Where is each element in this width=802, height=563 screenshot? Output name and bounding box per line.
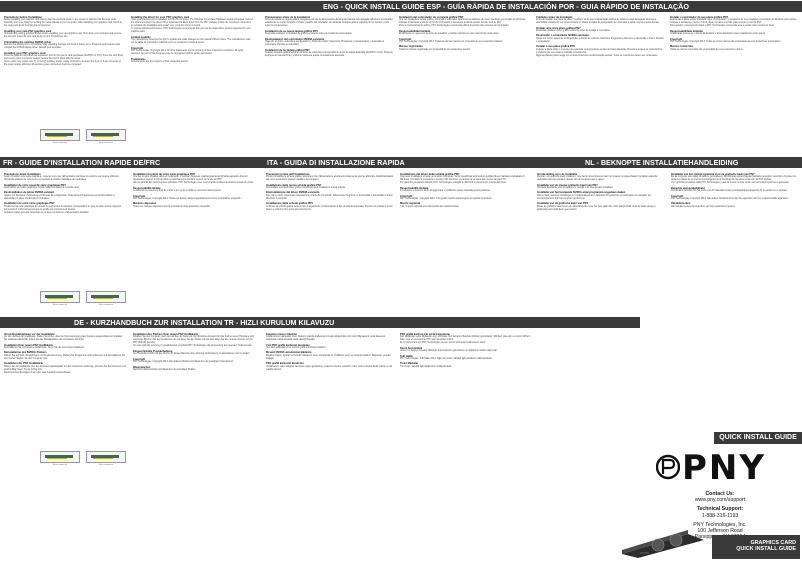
section-paragraph: Başlat'a tıklayın, Ayarlar ve Denetim Masası'nı seçin. Programlar ve Özellikler'i seçin ve sürücüyü kaldırın. Bilgisayarı yeniden başlatın. — [266, 354, 391, 360]
contact-label: Contact Us: — [705, 491, 735, 497]
section-heading: Marcas comerciais — [670, 45, 694, 49]
section-heading: Copyright — [133, 194, 146, 198]
column-esp-2 — [399, 14, 531, 52]
section-heading: Précautions avant installation — [4, 172, 41, 176]
section-paragraph: Dopo aver installato la scheda, accendere il computer. Verrà visualizzata la procedura guidata Nuovo hardware individuato di Windows. Annullare la procedura e inserire il CD del driver o scaricare la versione più recente dal sito PNY. — [400, 175, 525, 181]
section-paragraph: PNY Technologies. Copyright 2014. Alle anderen Marken sind Eigentum der jeweiligen Unternehmen. — [133, 360, 234, 363]
section-paragraph: PNY Technologies. Copyright 2014. Tutti gli altri marchi appartengono ai rispettivi proprietari. — [400, 197, 492, 200]
section-paragraph: Une fois la carte installée, allumez l'ordinateur. L'assistant Nouveau matériel détecté de Windows apparaît. Annulez l'assistant et insérez le CD du pilote ou téléchargez la dernière version sur le site de PNY. — [133, 175, 248, 181]
section-paragraph: Some cards may require one (1) or two (2) auxiliary power supply connectors. Connect the 6-pin or 8-pin connector to the power supply. Warning: All auxiliary power connectors must be connected. — [4, 61, 122, 67]
section-heading: Desinstalación del controlador NVIDIA existente — [265, 37, 325, 41]
section-paragraph: Voor optimale prestaties raadt PNY Technologies u aan de meest recente versie van het stuurprogramma te gebruiken. — [671, 182, 790, 184]
column-por-2 — [670, 14, 798, 52]
section-paragraph: Der Hersteller behält sich das Recht vor, dieses Material ohne vorherige Ankündigung zu aktualisieren und zu ändern. — [133, 353, 251, 355]
section-paragraph: Le fabricant se réserve le droit de mettre à jour et de modifier ce document sans préavis. — [133, 189, 222, 192]
section-heading: Installation der PNY Grafikkarte — [4, 362, 43, 366]
section-paragraph: Per garantire prestazioni ottimali, PNY Technologies consiglia di utilizzare la versione più recente del driver. — [400, 182, 507, 184]
column-tr-2 — [400, 331, 532, 369]
address-line-2: Parsippany, — [694, 534, 722, 541]
section-paragraph: Um eine optimale Leistung zu gewährleisten, empfiehlt PNY Technologies die Verwendung der neuesten Treiberversion. — [133, 345, 253, 348]
column-eng-2 — [131, 14, 253, 64]
connector-bad-caption: 8-pin connector — [98, 464, 114, 466]
fr-band-title: FR - GUIDE D'INSTALLATION RAPIDE DE/FRC — [3, 158, 161, 167]
section-heading: Instalación de su nueva tarjeta gráfica PNY — [265, 29, 319, 33]
section-heading: Uninstalling the existing NVIDIA driver — [4, 40, 52, 44]
section-heading: Precauciones antes de la instalación — [265, 15, 311, 19]
section-paragraph: Coloque la tarjeta gráfica sobre el conector de expansión correspondiente al tipo de tarjeta adquirida (AGP/PCI o PCI). Presione la tarjeta de manera firme y uniforme hasta que quede correctamente asentada. — [265, 51, 393, 57]
section-paragraph: Uninstall any existing graphics drivers before installing your new graphics card. Shut down your computer and remove the old card. Insert the new card firmly into the PCI Express slot. — [4, 32, 122, 38]
connector-bad-illustration — [86, 451, 126, 466]
section-heading: Precauzioni prima dell'installazione — [266, 172, 310, 176]
section-heading: Installazione della scheda grafica PNY — [266, 202, 314, 206]
support-phone: 1-888-316-1193 — [701, 512, 739, 519]
section-heading: Limited Liability — [131, 35, 151, 39]
section-heading: Instalación del controlador de su tarjeta gráfica PNY — [399, 15, 464, 19]
section-heading: Instalar uma nova placa gráfica PNY — [536, 26, 581, 30]
section-paragraph: Sämtliche Warenzeichen sind Eigentum der jeweiligen Inhaber. — [133, 368, 196, 371]
column-fr-2 — [133, 171, 257, 209]
top-language-band — [0, 1, 802, 12]
technical-support-label: Technical Support: — [696, 506, 744, 513]
section-paragraph: Cliquez sur Démarrer, Paramètres et Panneau de configuration. Sélectionnez Programmes et fonctionnalités et désinstallez le pilote. Redémarrez l'ordinateur. — [4, 194, 115, 200]
section-heading: Copyright — [399, 37, 412, 41]
connector-bad-caption: 8-pin connector — [98, 304, 114, 306]
section-heading: Vorsichtsmaßnahmen vor der Installation — [4, 332, 55, 336]
section-paragraph: Prima di installare la scheda grafica: assicurarsi che l'alimentazione elettrica del sistema sia spenta. Eliminare l'elettricità statica dal corpo toccando lo chassis metallico del computer. — [266, 175, 393, 181]
section-paragraph: Disinstallare eventuali driver grafici esistenti prima di installare la nuova scheda. — [266, 186, 346, 189]
section-paragraph: Klicken Sie auf Start, Einstellungen und Systemsteuerung. Wählen Sie Programme und Funktionen und deinstallieren Sie den Treiber. Starten Sie den Computer neu. — [4, 354, 125, 360]
section-heading: Installation Ihrer neuen PNY Grafikkarte — [4, 343, 53, 347]
section-heading: Handelsmerken — [671, 202, 691, 206]
top-band-title: ENG - QUICK INSTALL GUIDE ESP - GUÍA RÁPIDA DE INSTALACIÓN POR - GUIA RÁPIDO DE INSTALAÇÃO — [323, 2, 689, 11]
section-heading: Disinstallazione del driver NVIDIA esistente — [266, 191, 320, 195]
section-heading: Marcas registradas — [399, 45, 423, 49]
footer-line-2: QUICK INSTALL GUIDE — [736, 546, 796, 553]
section-heading: Installation des Treibers Ihrer neuen PNY Grafikkarte — [133, 332, 198, 336]
column-esp-1 — [265, 14, 393, 58]
section-heading: Installation du pilote de votre carte graphique PNY — [133, 172, 196, 176]
connector-good-illustration — [40, 291, 80, 306]
section-heading: Voorbereiding voor de installatie — [537, 172, 578, 176]
section-paragraph: Avant d'installer votre carte graphique : assurez-vous que l'alimentation électrique du système est coupée. Éliminez l'électricité statique de votre corps en touchant le châssis métallique de l'ordinateur. — [4, 175, 119, 181]
section-heading: Cuidados antes da instalação — [536, 15, 573, 19]
section-heading: Installation de votre carte graphique PNY — [4, 202, 55, 206]
section-heading: Copyright — [133, 357, 146, 361]
section-paragraph: Press the graphics card down the expansion port for the type of card purchased (AGP/PCI or PCI). Press the card firmly and evenly until it is properly seated. Secure the card in place with the screw. — [4, 54, 124, 60]
section-paragraph: Schalten Sie den Computer nach dem Einbau der Karte ein. Der Windows-Assistent für das Suchen neuer Hardware wird angezeigt. Brechen Sie den Assistenten ab und legen Sie die Treiber-CD ein oder laden Sie die neueste Version von der PNY-Website herunter. — [133, 335, 254, 344]
column-tr-1 — [266, 331, 394, 372]
section-paragraph: Antes de instalar su tarjeta gráfica: Asegúrese de que la alimentación eléctrica del sistema esté apagada. Elimine la electricidad estática de su cuerpo tocando el chasis metálico del ordenador. Al manipular la tarjeta gráfica, sujétela por los bordes y evite tocar los componentes. — [265, 18, 393, 27]
footer-line-1: GRAPHICS CARD — [750, 540, 796, 546]
section-heading: Copyright — [400, 194, 413, 198]
section-paragraph: PNY Technologies. Copyright 2014. All other trademarks are the property of their respective companies. All rights reserved. No part of this document may be reproduced without written permission. — [131, 50, 244, 56]
pny-logo-mark-icon — [656, 450, 680, 484]
section-paragraph: Depois que a placa estiver instalada, ligue o computador. O assistente de novo hardware encontrado do Windows será exibido. Cancele o assistente e insira o CD do driver ou baixe a versão mais recente no site da PNY. — [670, 18, 797, 24]
section-paragraph: Voordat u de grafische kaart installeert: zorg dat de stroomtoevoer naar het systeem is uitgeschakeld. Verwijder statische elektriciteit door het metalen chassis van de computer aan te raken. — [537, 175, 658, 181]
section-paragraph: Tutti i marchi registrati sono di proprietà dei rispettivi titolari. — [400, 205, 460, 208]
section-heading: Installazione del driver della scheda grafica PNY — [400, 172, 460, 176]
company-name: PNY Technologies, Inc. — [693, 521, 747, 528]
section-paragraph: Fare clic su Start, selezionare Impostazioni e Pannello di controllo. Selezionare Programmi e funzionalità e disinstallare il driver. Riavviare il computer. — [266, 194, 394, 200]
column-eng-1 — [4, 14, 124, 67]
section-heading: Copyright — [670, 37, 683, 41]
section-paragraph: All trademarks are the property of their respective owners. — [131, 61, 189, 64]
section-paragraph: O fabricante reserva-se o direito de atualizar e fazer alterações neste material sem aviso prévio. — [670, 32, 766, 35]
section-paragraph: Positionnez la carte graphique au-dessus du connecteur d'extension correspondant au type de carte acheté. Appuyez fermement et uniformément jusqu'à ce qu'elle soit correctement insérée. — [4, 205, 122, 211]
section-paragraph: Grafik kartını, satın aldığınız kart tipine uygun genişletme yuvasının üzerine yerleştirin. Kartı yerine oturana kadar sıkıca ve eşit şekilde bastırın. — [266, 365, 393, 371]
section-paragraph: Desinstale qualquer driver gráfico existente antes de instalar a nova placa. — [536, 29, 611, 32]
graphics-card-footer — [712, 535, 800, 559]
column-nl-2 — [671, 171, 799, 209]
connector-good-caption: 8-pin connector — [52, 464, 68, 466]
section-paragraph: Todas as marcas comerciais são propriedade de seus respectivos donos. — [670, 48, 744, 51]
section-paragraph: Todas las marcas registradas son propiedad de sus respectivos dueños. — [399, 48, 472, 51]
address-line-1: 100 Jefferson Road — [697, 528, 743, 535]
connector-bad-caption: 8-pin connector — [98, 142, 114, 144]
column-nl-1 — [537, 171, 665, 212]
section-paragraph: Désinstallez tout pilote graphique existant avant d'installer la nouvelle carte. — [4, 186, 80, 189]
document-code: 9054855 — [640, 553, 649, 555]
section-paragraph: Setzen Sie die Grafikkarte über den Erweiterungssteckplatz für den erworbenen Kartentyp. Drücken Sie die Karte fest und gleichmäßig hinein, bis sie richtig sitzt. — [4, 365, 126, 371]
connector-bad-illustration — [86, 129, 126, 144]
section-heading: Marchi registrati — [400, 202, 421, 206]
section-paragraph: Zet de computer aan nadat de kaart is geïnstalleerd. De Windows-wizard Nieuwe hardware gevonden verschijnt. Annuleer de wizard en plaats de cd met het stuurprogramma of download de nieuwste versie van de PNY-website. — [671, 175, 796, 181]
section-heading: Telif Hakkı — [400, 354, 413, 358]
connector-good-illustration — [40, 129, 80, 144]
section-paragraph: De fabrikant behoudt zich het recht voor dit materiaal zonder voorafgaande kennisgeving bij te werken en te wijzigen. — [671, 189, 788, 192]
section-paragraph: Para un funcionamiento óptimo, PNY Technologies recomienda utilizar la versión más reciente del controlador. — [399, 25, 509, 27]
section-paragraph: The manufacturer reserves the right to update and make changes to this material without notice. The manufacturer shall not be liable for technical or editorial errors or omissions contained herein. — [131, 39, 251, 45]
section-paragraph: Yeni kartı takmadan önce mevcut grafik sürücülerini kaldırın. — [266, 346, 327, 349]
quick-install-guide-tab: QUICK INSTALL GUIDE — [714, 432, 802, 444]
section-paragraph: Vor dem Einbau der Grafikkarte: Stellen Sie sicher, dass die Stromversorgung des Systems ausgeschaltet ist. Entladen Sie statische Elektrizität, indem Sie das Metallgehäuse des Computers berühren. — [4, 335, 123, 341]
section-heading: Installazione della nuova scheda grafica PNY — [266, 183, 322, 187]
section-heading: Marques déposées — [133, 202, 157, 206]
column-ita-2 — [400, 171, 532, 209]
section-paragraph: Plaats de grafische kaart boven de uitbreidingssleuf voor het type kaart dat u hebt aangeschaft. Druk de kaart stevig en gelijkmatig aan totdat deze goed vastzit. — [537, 205, 656, 211]
section-heading: Mevcut NVIDIA sürücüsünü kaldırma — [266, 351, 312, 355]
section-paragraph: PNY Technologies. Copyright 2014. Toutes les autres marques appartiennent à leurs propriétaires respectifs. — [133, 197, 242, 200]
section-paragraph: Collocare la scheda grafica sopra lo slot di espansione corrispondente al tipo di scheda acquistata. Premere la scheda in modo deciso e uniforme fino al corretto inserimento. — [266, 205, 393, 211]
section-paragraph: Toutes les marques déposées sont la propriété de leurs détenteurs respectifs. — [133, 205, 211, 208]
section-paragraph: Desinstale cualquier controlador de gráficos existente antes de instalar la nueva tarjeta. — [265, 32, 353, 35]
section-paragraph: PNY Technologies. Copyright 2014. Todas las demás marcas son propiedad de sus respectivos titulares. — [399, 40, 504, 43]
connector-bad-illustration — [86, 291, 126, 306]
section-paragraph: Once your graphics card is installed, turn on the computer. The Windows Found New Hardware wizard will appear. Cancel the wizard and insert the driver CD or download the latest driver from the PNY website. Follow the on-screen instructions to complete the installation and restart your computer when prompted. — [131, 18, 253, 27]
section-paragraph: PNY Technologies. Telif Hakkı 2014. Diğer tüm ticari markalar ilgili şirketlerin mülkiyetindedir. — [400, 357, 493, 360]
section-heading: Precautions before Installation — [4, 15, 42, 19]
section-heading: Désinstallation du pilote NVIDIA existant — [4, 191, 54, 195]
section-paragraph: Tüm ticari markalar ilgili sahiplerinin mülkiyetindedir. — [400, 365, 452, 368]
support-url-link[interactable]: www.pny.com/support — [694, 497, 746, 504]
ita-band-title: ITA - GUIDA DI INSTALLAZIONE RAPIDA — [267, 158, 405, 167]
middle-language-band — [0, 157, 802, 168]
bottom-language-band — [0, 317, 640, 328]
section-paragraph: Antes de instalar sua placa de vídeo: Certifique-se de que a alimentação elétrica do sistema esteja desligada. Remova a eletricidade estática do seu corpo tocando no chassi metálico do computador. Ao manusear a placa, segure-a pelas bordas. — [536, 18, 660, 24]
section-heading: Kurulum öncesi önlemler — [266, 332, 298, 336]
section-paragraph: PNY Technologies. Copyright 2014. Todas as outras marcas são propriedade de seus respectivos proprietários. — [670, 40, 782, 43]
section-paragraph: Alle handelsmerken zijn eigendom van hun respectieve houders. — [671, 205, 736, 208]
section-heading: Installatie van het stuurprogramma voor de grafische kaart van PNY — [671, 172, 755, 176]
section-paragraph: Kart takıldıktan sonra bilgisayarı açın. Windows Yeni Donanım Bulundu sihirbazı görüntülenir. Sihirbazı iptal edin ve sürücü CD'sini takın veya en son sürümü PNY web sitesinden indirin. — [400, 335, 530, 341]
section-paragraph: Coloque a placa sobre o conector de expansão correspondente ao tipo de placa adquirida. Pressione a placa de maneira firme e uniforme até que esteja encaixada corretamente. — [536, 48, 663, 54]
section-paragraph: Grafik kartınızı takmadan önce: Sistemin elektrik bağlantısının kesik olduğundan emin olun. Bilgisayarın metal kasasına dokunarak vücudunuzdaki statik elektriği boşaltın. — [266, 335, 385, 341]
connector-diagram-bottom — [40, 450, 130, 466]
connector-diagram-middle — [40, 290, 130, 306]
column-fr-1 — [4, 171, 126, 215]
section-heading: Trademarks — [131, 57, 146, 61]
section-heading: Installing your PNY graphics card — [4, 51, 46, 55]
section-paragraph: Verwijder bestaande stuurprogramma's voordat u de nieuwe kaart installeert. — [537, 186, 614, 189]
section-heading: PNY grafik kartınızın kurulumu — [266, 362, 304, 366]
section-heading: Responsabilità limitata — [400, 186, 429, 190]
column-de-1 — [4, 331, 126, 375]
section-heading: Installing your new PNY graphics card — [4, 29, 52, 33]
nl-band-title: NL - BEKNOPTE INSTALLATIEHANDLEIDING — [585, 158, 739, 167]
connector-good-illustration — [40, 451, 80, 466]
section-paragraph: Klik op Start, selecteer Instellingen en Configuratiescherm. Selecteer Programma's en onderdelen en verwijder het stuurprogramma. Start de computer opnieuw op. — [537, 194, 651, 200]
connector-diagram-top — [40, 128, 130, 144]
section-paragraph: El fabricante se reserva el derecho de actualizar y realizar cambios en este material sin previo aviso. — [399, 32, 500, 35]
section-heading: Installatie van de nieuwe grafische kaart van PNY — [537, 183, 598, 187]
section-paragraph: Algumas placas podem exigir um ou dois conectores de alimentação auxiliar. Todos os conectores devem ser conectados. — [536, 54, 658, 57]
section-paragraph: Afin de garantir des performances optimales, PNY Technologies vous recommande d'utiliser la dernière version du pilote. — [133, 182, 254, 184]
section-heading: Installatie van de grafische kaart van PNY — [537, 202, 589, 206]
connector-good-caption: 8-pin connector — [52, 142, 68, 144]
section-heading: Copyright — [671, 194, 684, 198]
section-paragraph: Deinstallieren Sie vorhandene Grafiktreiber, bevor Sie die neue Karte installieren. — [4, 346, 85, 349]
section-heading: Instalar o controlador da sua placa gráfica PNY — [670, 15, 729, 19]
connector-good-caption: 8-pin connector — [52, 304, 68, 306]
section-paragraph: PNY Technologies. Copyright 2014. Alle andere handelsmerken zijn het eigendom van hun respectievelijke eigenaren. — [671, 197, 789, 200]
section-paragraph: Una vez instalada la tarjeta gráfica, encienda el ordenador. Aparecerá el asistente de nuevo hardware encontrado de Windows. Cancele el asistente e inserte el CD del controlador o descargue la última versión del sitio web de PNY. — [399, 18, 526, 24]
section-paragraph: Manche Karten benötigen einen oder zwei Zusatzstromanschlüsse. — [4, 371, 72, 374]
pny-logo — [656, 448, 796, 488]
section-paragraph: Il produttore si riserva il diritto di aggiornare e modificare questo materiale senza preavviso. — [400, 189, 491, 192]
section-heading: Desinstalar o controlador NVIDIA existente — [536, 34, 589, 38]
section-heading: Warenzeichen — [133, 365, 151, 369]
section-heading: Deinstallation des NVIDIA-Treibers — [4, 351, 47, 355]
graphics-card-illustration — [618, 520, 708, 558]
section-heading: Responsabilidad limitada — [399, 29, 431, 33]
section-heading: Eingeschränkte Produkthaftung — [133, 349, 173, 353]
section-heading: Yeni PNY grafik kartınızın kurulumu — [266, 343, 310, 347]
section-heading: Responsabilité limitée — [133, 186, 161, 190]
section-heading: Responsabilidade limitada — [670, 29, 703, 33]
section-paragraph: Clique em Iniciar, selecione Configurações e Painel de controle. Selecione Programas e Recursos e desinstale o driver. Reinicie o computador. — [536, 37, 664, 43]
section-heading: Ticari Markalar — [400, 362, 419, 366]
section-heading: PNY grafik kartınız için sürücü kurulumu — [400, 332, 450, 336]
section-paragraph: Before installing your graphics card: Ensure that the electrical power to the system is switched off. Remove static electricity from your body by touching the metal chassis of your computer. When handling your graphics card, hold it by the edges and avoid touching the components. — [4, 18, 123, 27]
section-paragraph: Üretici, bu belgeyi önceden bildirimde bulunmaksızın güncelleme ve değiştirme hakkını saklı tutar. — [400, 349, 498, 352]
de-tr-band-title: DE - KURZHANDBUCH ZUR INSTALLATION TR - HIZLI KURULUM KILAVUZU — [74, 318, 335, 327]
section-heading: Beperkte aansprakelijkheid — [671, 186, 705, 190]
section-paragraph: Remove the existing driver by clicking Start, selecting Settings and Control Panel. Go to Programs and Features and uninstall the NVIDIA display driver. Restart your computer. — [4, 43, 120, 49]
section-paragraph: En iyi performans için PNY Technologies en son sürücü sürümünü kullanmanızı önerir. — [400, 342, 486, 344]
column-por-1 — [536, 14, 664, 58]
column-ita-1 — [266, 171, 394, 212]
section-heading: Installing the driver for your PNY graphics card — [131, 15, 190, 19]
section-heading: Sınırlı Sorumluluk — [400, 346, 423, 350]
section-heading: Instalar a sua placa gráfica PNY — [536, 45, 576, 49]
section-heading: Installation de votre nouvelle carte graphique PNY — [4, 183, 66, 187]
section-paragraph: Certaines cartes peuvent nécessiter un ou deux connecteurs d'alimentation auxiliaire. — [4, 211, 90, 214]
section-heading: Instalación de su tarjeta gráfica PNY — [265, 48, 310, 52]
section-paragraph: Para garantir o desempenho ideal, a PNY Technologies recomenda usar a versão mais recente do driver. — [670, 25, 775, 27]
section-paragraph: Haga clic en Inicio, seleccione Configuración y Panel de control. Seleccione Programas y características y desinstale el controlador. Reinicie el ordenador. — [265, 40, 384, 46]
section-heading: Installatie van het bestaande NVIDIA-stuurprogramma ongedaan maken — [537, 191, 626, 195]
section-paragraph: To ensure optimal performance, PNY Technologies recommends that you use the latest driver version supported by your graphics card. — [131, 28, 251, 34]
pny-logo-word: PNY — [682, 448, 766, 488]
section-heading: Copyright — [131, 46, 144, 50]
column-de-2 — [133, 331, 257, 372]
